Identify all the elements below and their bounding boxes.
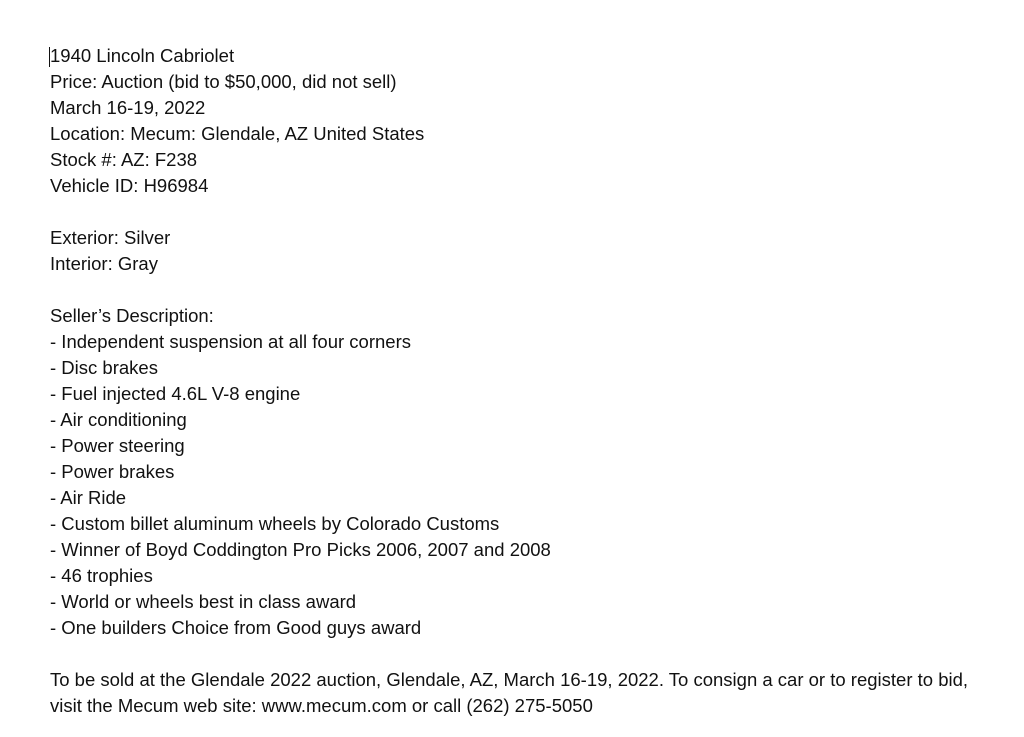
list-item: - Power brakes xyxy=(50,461,175,482)
list-item: - Power steering xyxy=(50,435,185,456)
closing-paragraph: To be sold at the Glendale 2022 auction, Glendale, AZ, March 16-19, 2022. To consign a car or to register to bid, visit the Mecum web site: www.mecum.com or call (262) 275-5050 xyxy=(50,669,969,716)
list-item: - Fuel injected 4.6L V-8 engine xyxy=(50,383,301,404)
list-item: - Disc brakes xyxy=(50,357,158,378)
list-item: - One builders Choice from Good guys award xyxy=(50,617,422,638)
text-cursor xyxy=(49,47,50,67)
list-item: - Winner of Boyd Coddington Pro Picks 2006, 2007 and 2008 xyxy=(50,539,551,560)
list-item: - Air Ride xyxy=(50,487,127,508)
interior-line: Interior: Gray xyxy=(50,253,158,274)
location-line: Location: Mecum: Glendale, AZ United States xyxy=(50,123,425,144)
list-item: - 46 trophies xyxy=(50,565,153,586)
price-line: Price: Auction (bid to $50,000, did not sell) xyxy=(50,71,397,92)
stock-line: Stock #: AZ: F238 xyxy=(50,149,198,170)
list-item: - World or wheels best in class award xyxy=(50,591,357,612)
list-item: - Independent suspension at all four corners xyxy=(50,331,411,352)
description-heading: Seller’s Description: xyxy=(50,305,214,326)
date-line: March 16-19, 2022 xyxy=(50,97,206,118)
blank-line xyxy=(50,199,990,225)
blank-line xyxy=(50,277,990,303)
exterior-line: Exterior: Silver xyxy=(50,227,171,248)
blank-line xyxy=(50,641,990,667)
vehicle-id-line: Vehicle ID: H96984 xyxy=(50,175,209,196)
list-item: - Air conditioning xyxy=(50,409,187,430)
document-body[interactable] xyxy=(50,43,990,719)
list-item: - Custom billet aluminum wheels by Colorado Customs xyxy=(50,513,500,534)
vehicle-title: 1940 Lincoln Cabriolet xyxy=(50,45,235,66)
